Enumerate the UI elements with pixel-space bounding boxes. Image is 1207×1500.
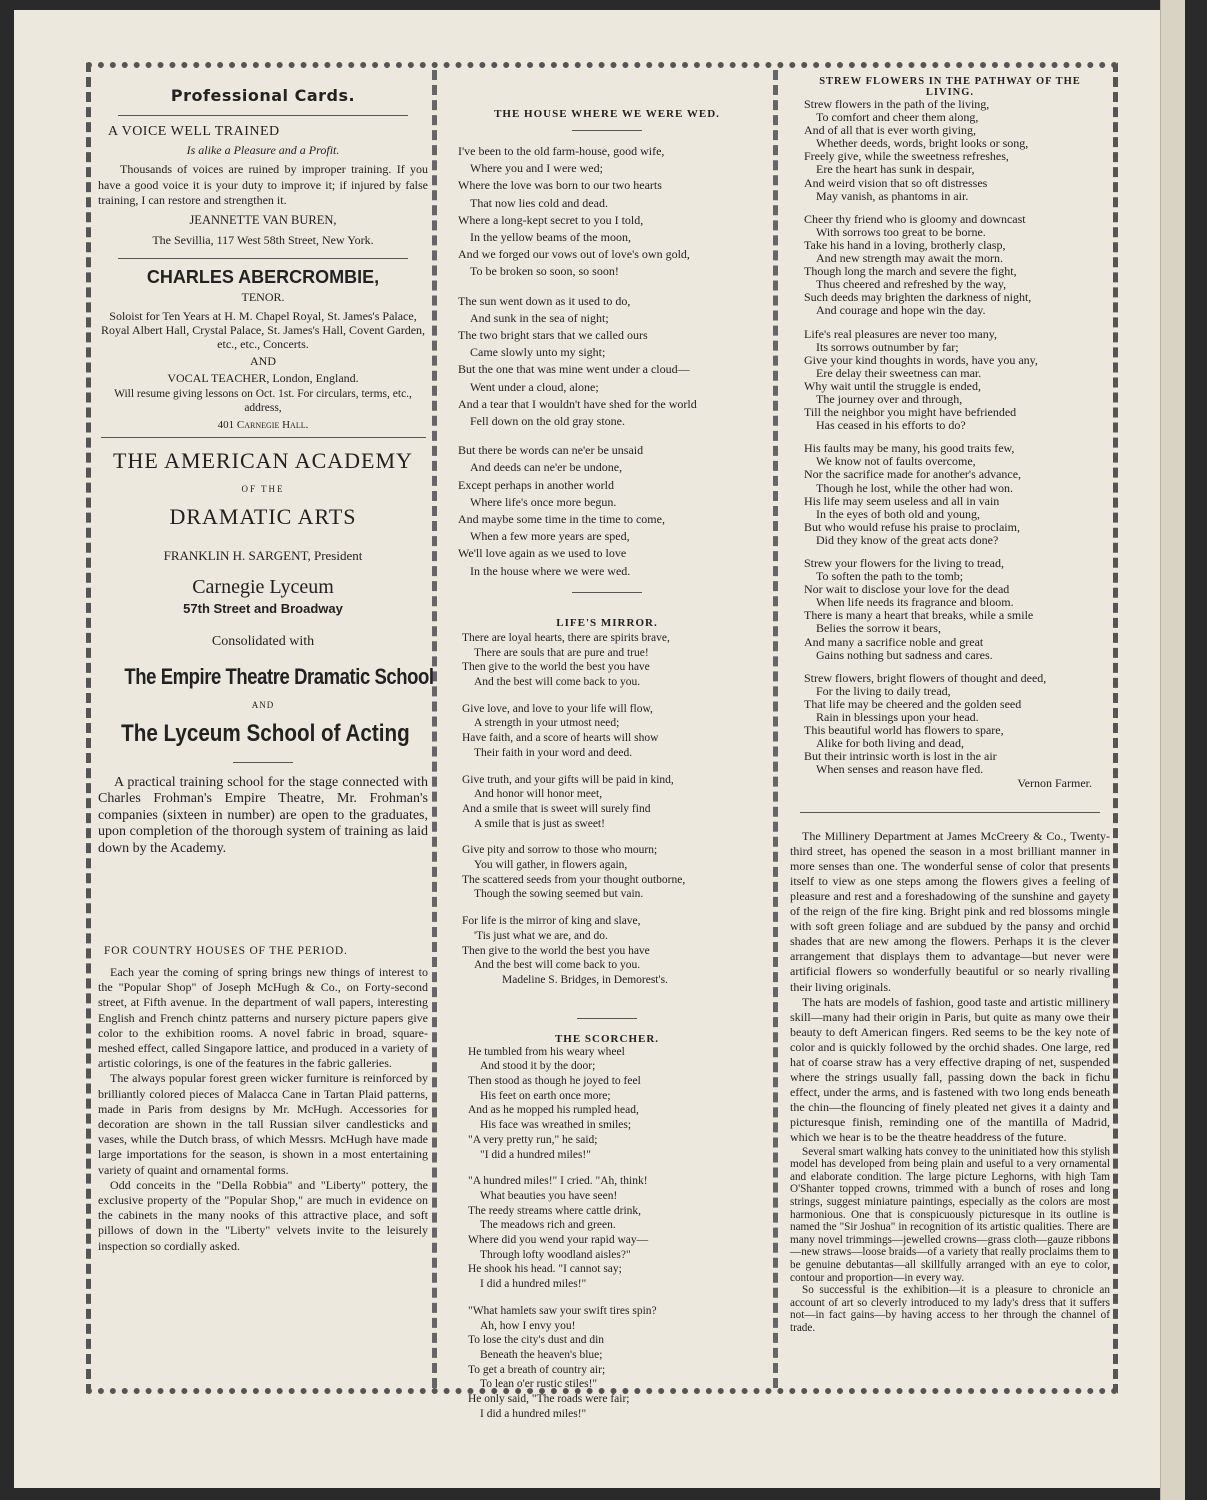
poem-line: When a few more years are sped, bbox=[470, 529, 630, 544]
column-middle bbox=[446, 70, 768, 1434]
poem-line: But their intrinsic worth is lost in the air bbox=[804, 749, 997, 764]
poem-line: Went under a cloud, alone; bbox=[470, 379, 599, 394]
column-divider bbox=[773, 70, 778, 1388]
divider bbox=[101, 437, 426, 438]
poem-line: But there be words can ne'er be unsaid bbox=[458, 443, 644, 458]
poem-line: Though the sowing seemed but vain. bbox=[474, 888, 644, 901]
poem-line: A strength in your utmost need; bbox=[474, 717, 620, 730]
lyceum-school-title: The Lyceum School of Acting bbox=[121, 719, 410, 747]
poem-line: To get a breath of country air; bbox=[468, 1363, 606, 1376]
poem-line: He tumbled from his weary wheel bbox=[468, 1045, 625, 1058]
paragraph: Several smart walking hats convey to the uninitiated how this stylish model has developed from being plain and useful to a very ornamental and elaborate condition. The large picture Leghorns, with high Tam O'Shanter topped crowns, trimmed with a bunch of roses and long strings, suggest miniature paintings, especially as the colors are most harmonious. One that is conspicuously picturesque in its outline is named the "Sir Joshua" in recognition of its artistic qualities. There are many novel trimmings—jewelled crowns—grass cloth—gauze ribbons—new straws—loose braids—of a variety that really proclaims them to be genuine debutantas—all skillfully arranged with an eye to color, contour and proportion—in every way. bbox=[790, 1145, 1110, 1284]
millinery-article bbox=[790, 829, 1110, 1335]
poem-line: Ah, how I envy you! bbox=[480, 1319, 576, 1332]
poem-author: Madeline S. Bridges, in Demorest's. bbox=[502, 973, 668, 986]
academy-of-the: OF THE bbox=[241, 483, 285, 494]
poem-line: Life's real pleasures are never too many, bbox=[804, 326, 997, 341]
poem-line: Take his hand in a loving, brotherly clasp, bbox=[804, 237, 1006, 252]
poem-line: Alike for both living and dead, bbox=[816, 736, 964, 751]
strew-flowers-title: STREW FLOWERS IN THE PATHWAY OF THE LIVING. bbox=[819, 76, 1081, 98]
academy-advert bbox=[98, 447, 434, 858]
poem-line: Till the neighbor you might have befriended bbox=[804, 405, 1017, 420]
scorcher-title: THE SCORCHER. bbox=[554, 1032, 660, 1045]
academy-and: AND bbox=[251, 699, 275, 710]
poem-line: And sunk in the sea of night; bbox=[470, 310, 609, 325]
lifes-mirror-title: LIFE'S MIRROR. bbox=[556, 616, 658, 629]
poem-line: Have faith, and a score of hearts will show bbox=[462, 732, 659, 745]
poem-line: With sorrows too great to be borne. bbox=[816, 224, 986, 239]
poem-line: In the house where we were wed. bbox=[470, 563, 631, 578]
stanza bbox=[804, 557, 1110, 662]
poem-line: "I did a hundred miles!" bbox=[480, 1148, 591, 1161]
stanza bbox=[462, 702, 768, 761]
poem-line: Give love, and love to your life will flow, bbox=[462, 702, 653, 715]
poem-line: We know not of faults overcome, bbox=[816, 454, 976, 469]
poem-line: Where you and I were wed; bbox=[470, 161, 603, 176]
poem-line: His face was wreathed in smiles; bbox=[480, 1119, 632, 1132]
scorcher-poem bbox=[446, 1045, 768, 1422]
poem-line: Has ceased in his efforts to do? bbox=[816, 418, 966, 433]
poem-line: And new strength may await the morn. bbox=[816, 251, 1003, 266]
strew-flowers-poem bbox=[790, 98, 1110, 790]
poem-line: Though long the march and severe the fight, bbox=[804, 264, 1017, 279]
poem-line: But who would refuse his praise to proclaim, bbox=[804, 519, 1020, 534]
paragraph: The hats are models of fashion, good taste and artistic millinery skill—many had their origin in Paris, but quite as many owe their beauty to deft American fingers. Red seems to be the key note of color and is quickly followed by the orchid shades. One large, red hat of coarse straw has a very effective draping of net, suspended where the strings usually fall, passing down the back in fichu effect, under the arms, and is fastened with two long ends beneath the chin—the flouncing of finely pleated net gives it a dainty and picturesque finish, reminding one of the mantilla of Madrid, which we hear is to be the theatre headdress of the future. bbox=[790, 994, 1110, 1145]
poem-line: To lean o'er rustic stiles!" bbox=[480, 1378, 598, 1391]
poem-line: When senses and reason have fled. bbox=[816, 762, 984, 777]
poem-line: Strew your flowers for the living to tread, bbox=[804, 556, 1004, 570]
poem-line: A smile that is just as sweet! bbox=[474, 817, 605, 830]
poem-line: Fell down on the old gray stone. bbox=[470, 414, 625, 429]
stanza bbox=[804, 328, 1110, 433]
poem-line: There is many a heart that breaks, while a smile bbox=[804, 608, 1034, 623]
poem-line: Then give to the world the best you have bbox=[462, 661, 650, 674]
poem-line: Why wait until the struggle is ended, bbox=[804, 378, 981, 393]
divider bbox=[572, 130, 642, 131]
poem-line: And courage and hope win the day. bbox=[816, 303, 986, 318]
stanza bbox=[462, 914, 768, 973]
poem-line: When life needs its fragrance and bloom. bbox=[816, 595, 1014, 610]
paragraph: The always popular forest green wicker furniture is reinforced by brilliantly colored pieces of Malacca Cane in Tartan Plaid patterns, made in Paris from designs by Mr. McHugh. Accessories for decoration are shown in the tall Russian silver candlesticks and vases, while the Dutch brass, of which Messrs. McHugh have made large importations for the season, is shown in a most entertaining variety of quaint and ornamental forms. bbox=[98, 1071, 428, 1177]
poem-author: Vernon Farmer. bbox=[1017, 775, 1092, 790]
voice-card-title: A VOICE WELL TRAINED bbox=[108, 124, 280, 139]
abercrombie-role: TENOR. bbox=[241, 289, 285, 304]
poem-line: And honor will honor meet, bbox=[474, 788, 603, 801]
poem-line: His feet on earth once more; bbox=[480, 1089, 611, 1102]
abercrombie-and: AND bbox=[250, 353, 276, 368]
academy-street: 57th Street and Broadway bbox=[183, 600, 343, 616]
professional-cards-heading: Professional Cards. bbox=[170, 86, 356, 105]
poem-line: The reedy streams where cattle drink, bbox=[468, 1204, 642, 1217]
column-left bbox=[98, 70, 434, 1254]
voice-card-address: The Sevillia, 117 West 58th Street, New York. bbox=[152, 232, 374, 247]
poem-line: Strew flowers in the path of the living, bbox=[804, 97, 990, 111]
poem-line: Then give to the world the best you have bbox=[462, 944, 650, 957]
poem-line: "A hundred miles!" I cried. "Ah, think! bbox=[468, 1175, 648, 1188]
poem-line: His life may seem useless and all in vain bbox=[804, 493, 1000, 508]
poem-line: Rain in blessings upon your head. bbox=[816, 710, 979, 725]
poem-line: Where a long-kept secret to you I told, bbox=[458, 212, 644, 227]
stanza bbox=[804, 442, 1110, 547]
academy-subtitle: DRAMATIC ARTS bbox=[169, 503, 357, 529]
academy-body: A practical training school for the stage connected with Charles Frohman's Empire Theatre, Mr. Frohman's companies (sixteen in number) are open to the graduates, upon completion of the thorough system of training as laid down by the Academy. bbox=[98, 774, 428, 856]
poem-line: But the one that was mine went under a cloud— bbox=[458, 362, 690, 377]
poem-line: The sun went down as it used to do, bbox=[458, 293, 631, 308]
poem-line: And of all that is ever worth giving, bbox=[804, 123, 976, 138]
abercrombie-teacher: VOCAL TEACHER, London, England. bbox=[167, 370, 359, 385]
country-houses-title: FOR COUNTRY HOUSES OF THE PERIOD. bbox=[104, 945, 348, 957]
divider bbox=[118, 115, 408, 116]
poem-line: And weird vision that so oft distresses bbox=[804, 175, 988, 190]
poem-line: Such deeds may brighten the darkness of night, bbox=[804, 290, 1032, 305]
paragraph: Each year the coming of spring brings new things of interest to the "Popular Shop" of Joseph McHugh & Co., on Forty-second street, at Fifth avenue. In the department of wall papers, interesting English and French chintz patterns and nursery picture papers give color to the exhibition rooms. A novel fabric in broad, square-meshed effect, called Singapore lattice, and produced in a variety of artistic colorings, is one of the features in the fabric galleries. bbox=[98, 965, 428, 1071]
poem-line: Beneath the heaven's blue; bbox=[480, 1349, 603, 1361]
abercrombie-address: 401 Carnegie Hall. bbox=[217, 418, 309, 431]
poem-line: For life is the mirror of king and slave, bbox=[462, 915, 641, 928]
abercrombie-name: CHARLES ABERCROMBIE, bbox=[146, 266, 380, 287]
poem-line: Give pity and sorrow to those who mourn; bbox=[462, 844, 658, 857]
poem-line: To comfort and cheer them along, bbox=[816, 110, 979, 125]
poem-line: And as he mopped his rumpled head, bbox=[468, 1104, 639, 1117]
poem-line: 'Tis just what we are, and do. bbox=[474, 929, 608, 942]
lifes-mirror-poem bbox=[446, 631, 768, 988]
poem-line: I did a hundred miles!" bbox=[480, 1407, 587, 1420]
divider bbox=[572, 592, 642, 593]
divider bbox=[577, 1018, 637, 1019]
poem-line: Ere the heart has sunk in despair, bbox=[816, 162, 975, 177]
poem-line: For the living to daily tread, bbox=[816, 683, 951, 698]
poem-line: You will gather, in flowers again, bbox=[474, 859, 628, 872]
poem-line: Though he lost, while the other had won. bbox=[816, 480, 1013, 495]
house-wed-title: THE HOUSE WHERE WE WERE WED. bbox=[494, 108, 720, 120]
poem-line: And we forged our vows out of love's own gold, bbox=[458, 247, 690, 262]
poem-line: And a smile that is sweet will surely find bbox=[462, 802, 651, 815]
poem-line: Where the love was born to our two hearts bbox=[458, 178, 662, 193]
poem-line: The two bright stars that we called ours bbox=[458, 328, 648, 343]
abercrombie-body: Soloist for Ten Years at H. M. Chapel Royal, St. James's Palace, Royal Albert Hall, Crystal Palace, St. James's Hall, Covent Garden, etc., etc., Concerts. bbox=[100, 308, 426, 351]
poem-line: Nor the sacrifice made for another's advance, bbox=[804, 467, 1022, 482]
poem-line: There are souls that are pure and true! bbox=[474, 646, 649, 659]
poem-line: Give your kind thoughts in words, have you any, bbox=[804, 352, 1038, 367]
poem-line: Came slowly unto my sight; bbox=[470, 345, 606, 360]
poem-line: "What hamlets saw your swift tires spin? bbox=[468, 1304, 657, 1317]
poem-line: In the yellow beams of the moon, bbox=[470, 230, 631, 245]
poem-line: Ere delay their sweetness can mar. bbox=[816, 365, 982, 380]
poem-line: In the eyes of both old and young, bbox=[816, 506, 980, 521]
stanza bbox=[804, 98, 1110, 203]
poem-line: "A very pretty run," he said; bbox=[468, 1133, 598, 1146]
poem-line: That now lies cold and dead. bbox=[470, 195, 608, 210]
voice-card-body: Thousands of voices are ruined by improper training. If you have a good voice it is your duty to improve it; if injured by false training, I can restore and strengthen it. bbox=[98, 162, 428, 207]
poem-line: I've been to the old farm-house, good wife, bbox=[458, 144, 665, 158]
poem-line: And deeds can ne'er be undone, bbox=[470, 460, 623, 475]
poem-line: May vanish, as phantoms in air. bbox=[816, 188, 969, 203]
binding-edge bbox=[1160, 0, 1185, 1500]
poem-line: Freely give, while the sweetness refreshes, bbox=[804, 149, 1009, 164]
stanza bbox=[804, 672, 1110, 777]
paragraph: Odd conceits in the "Della Robbia" and "Liberty" pottery, the exclusive property of the "Popular Shop," are much in evidence on the cabinets in the many nooks of this attractive place, and soft pillows of down in the "Liberty" velvets invite to the leisurely inspection so cordially asked. bbox=[98, 1177, 428, 1253]
stanza bbox=[468, 1174, 768, 1292]
poem-line: And the best will come back to you. bbox=[474, 675, 641, 688]
poem-line: The journey over and through, bbox=[816, 391, 963, 406]
column-divider bbox=[432, 70, 437, 1388]
divider bbox=[800, 812, 1100, 813]
poem-line: And a tear that I wouldn't have shed for the world bbox=[458, 396, 697, 411]
poem-line: We'll love again as we used to love bbox=[458, 546, 627, 561]
poem-line: Cheer thy friend who is gloomy and downcast bbox=[804, 211, 1026, 226]
poem-line: The meadows rich and green. bbox=[480, 1219, 616, 1232]
abercrombie-resume: Will resume giving lessons on Oct. 1st. For circulars, terms, etc., address, bbox=[114, 387, 412, 414]
poem-line: His faults may be many, his good traits few, bbox=[804, 441, 1015, 456]
poem-line: That life may be cheered and the golden seed bbox=[804, 696, 1022, 711]
academy-president: FRANKLIN H. SARGENT, President bbox=[163, 547, 363, 563]
stanza bbox=[468, 1045, 768, 1163]
poem-line: Where life's once more begun. bbox=[470, 494, 617, 509]
stanza bbox=[458, 143, 768, 281]
stanza bbox=[468, 1304, 768, 1422]
stanza bbox=[458, 293, 768, 431]
poem-line: And stood it by the door; bbox=[480, 1060, 596, 1073]
voice-card-subtitle: Is alike a Pleasure and a Profit. bbox=[186, 143, 340, 157]
divider bbox=[233, 762, 293, 763]
poem-line: Strew flowers, bright flowers of thought and deed, bbox=[804, 670, 1047, 685]
poem-line: This beautiful world has flowers to spare, bbox=[804, 723, 1004, 738]
column-right bbox=[790, 70, 1110, 1334]
poem-line: To lose the city's dust and din bbox=[468, 1334, 605, 1347]
poem-line: To soften the path to the tomb; bbox=[816, 569, 964, 584]
abercrombie-card bbox=[98, 267, 428, 431]
stanza bbox=[462, 773, 768, 832]
poem-line: Then stood as though he joyed to feel bbox=[468, 1075, 641, 1088]
stanza bbox=[804, 213, 1110, 318]
poem-line: Through lofty woodland aisles?" bbox=[480, 1248, 631, 1261]
poem-line: Gains nothing but sadness and cares. bbox=[816, 647, 993, 662]
country-houses-article bbox=[98, 945, 428, 1254]
poem-line: And maybe some time in the time to come, bbox=[458, 512, 665, 527]
voice-card bbox=[98, 124, 428, 248]
poem-line: And the best will come back to you. bbox=[474, 959, 641, 972]
poem-line: Nor wait to disclose your love for the dead bbox=[804, 582, 1010, 597]
poem-line: Give truth, and your gifts will be paid in kind, bbox=[462, 773, 674, 786]
academy-title: THE AMERICAN ACADEMY bbox=[113, 447, 413, 473]
poem-line: I did a hundred miles!" bbox=[480, 1278, 587, 1291]
stanza bbox=[462, 631, 768, 690]
poem-line: And many a sacrifice noble and great bbox=[804, 634, 984, 649]
poem-line: To be broken so soon, so soon! bbox=[470, 264, 619, 279]
poem-line: He shook his head. "I cannot say; bbox=[468, 1263, 622, 1276]
poem-line: Whether deeds, words, bright looks or song, bbox=[816, 136, 1029, 151]
poem-line: Except perhaps in another world bbox=[458, 477, 614, 492]
poem-line: The scattered seeds from your thought outborne, bbox=[462, 873, 686, 886]
poem-line: Thus cheered and refreshed by the way, bbox=[816, 277, 1007, 292]
poem-line: What beauties you have seen! bbox=[480, 1189, 618, 1202]
academy-consolidated: Consolidated with bbox=[211, 633, 315, 649]
stanza bbox=[458, 442, 768, 580]
voice-card-name: JEANNETTE VAN BUREN, bbox=[189, 212, 337, 227]
country-houses-body bbox=[98, 965, 428, 1254]
poem-line: Did they know of the great acts done? bbox=[816, 532, 999, 547]
poem-line: He only said, "The roads were fair; bbox=[468, 1393, 630, 1406]
house-wed-poem bbox=[446, 143, 768, 580]
poem-line: Their faith in your word and deed. bbox=[474, 746, 633, 759]
empire-school-title: The Empire Theatre Dramatic School bbox=[124, 663, 434, 689]
stanza bbox=[462, 843, 768, 902]
divider bbox=[118, 258, 408, 259]
academy-venue: Carnegie Lyceum bbox=[192, 575, 334, 598]
paragraph: So successful is the exhibition—it is a pleasure to chronicle an account of art so cleverly introduced to my lady's dress that it suffers not—in fact gains—by having access to her through the channel of trade. bbox=[790, 1284, 1110, 1334]
poem-line: Where did you wend your rapid way— bbox=[468, 1234, 649, 1247]
poem-line: Belies the sorrow it bears, bbox=[816, 621, 941, 636]
paragraph: The Millinery Department at James McCreery & Co., Twenty-third street, has opened the season in a most brilliant manner in more senses than one. The wonderful sense of color that presents itself to view as one steps among the flowers gives a feeling of pleasure and rest and a foreshadowing of the sunshine and gayety of the reign of the fire king. Bright pink and red blossoms mingle with soft green foliage and are subdued by the pansy and orchid shades that are new among the flowers. Perhaps it is the clever arrangement that displays them to advantage—but never were artificial flowers so wonderfully beautiful or so nearly rivalling their living originals. bbox=[790, 828, 1110, 994]
poem-line: Its sorrows outnumber by far; bbox=[816, 339, 959, 354]
poem-line: There are loyal hearts, there are spirits brave, bbox=[462, 631, 670, 644]
